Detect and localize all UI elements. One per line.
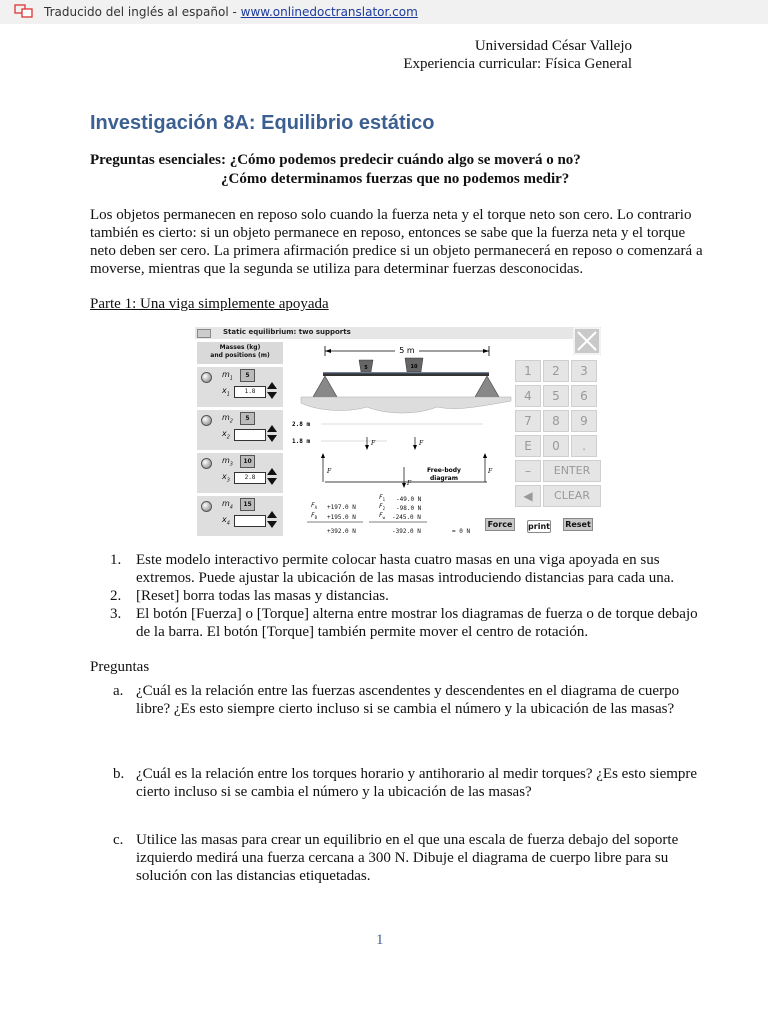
readout-f2: -98.0 N	[396, 505, 422, 512]
right-support	[475, 376, 499, 397]
part-heading: Parte 1: Una viga simplemente apoyada	[90, 296, 329, 312]
readout-fa-label: $F_A$	[311, 502, 318, 511]
question-text: Utilice las masas para crear un equilibrio en el que una escala de fuerza debajo del soporte izquierdo medirá una fuerza cercana a 300 N. Dibuje el diagrama de cuerpo libre para su solución con las distancias etiquetadas.	[136, 832, 679, 884]
decrease-arrow-icon[interactable]	[267, 435, 277, 442]
force-button[interactable]: Force	[485, 518, 515, 531]
list-item-text: El botón [Fuerza] o [Torque] alterna entre mostrar los diagramas de fuerza o de torque debajo de la barra. El botón [Torque] también permite mover el centro de rotación.	[136, 606, 698, 640]
position-1-label: $x_1$	[222, 386, 230, 398]
readout-fw-label: $F_w$	[379, 512, 386, 521]
page-number: 1	[376, 932, 384, 948]
banner-link[interactable]: www.onlinedoctranslator.com	[240, 5, 418, 19]
key-0[interactable]: 0	[543, 435, 569, 457]
clear-button[interactable]: CLEAR	[543, 485, 601, 507]
close-icon	[573, 327, 601, 355]
distance-label-1: 2.8 m	[292, 421, 311, 428]
key-1[interactable]: 1	[515, 360, 541, 382]
list-item	[110, 605, 710, 641]
readout-fb: +195.0 N	[327, 514, 356, 521]
sim-header	[195, 327, 573, 339]
translation-banner	[0, 0, 768, 24]
page-title: Investigación 8A: Equilibrio estático	[90, 112, 435, 134]
key-5[interactable]: 5	[543, 385, 569, 407]
readout-fa: +197.0 N	[327, 504, 356, 511]
key-7[interactable]: 7	[515, 410, 541, 432]
mass-1-value[interactable]: 5	[240, 369, 255, 382]
mass-4-label: $m_4$	[222, 499, 233, 511]
reset-button[interactable]: Reset	[563, 518, 593, 531]
readout-f1: -49.0 N	[396, 496, 422, 503]
position-3-label: $x_3$	[222, 472, 230, 484]
mass-1-label: $m_1$	[222, 370, 233, 382]
readout-f1-label: $F_1$	[379, 494, 386, 503]
position-3-input[interactable]: 2.8	[234, 472, 266, 484]
question-text: ¿Cuál es la relación entre los torques horario y antihorario al medir torques? ¿Es esto siempre cierto incluso si se cambia el número y la ubicación de las masas?	[136, 766, 698, 800]
question-letter: b.	[113, 766, 125, 782]
question-letter: c.	[113, 832, 124, 848]
key-3[interactable]: 3	[571, 360, 597, 382]
list-number: 3.	[110, 606, 122, 622]
beam-mass-1-label: 5	[364, 365, 368, 371]
fbd-label-line1: Free-body	[427, 467, 461, 474]
key-minus[interactable]: –	[515, 460, 541, 482]
span-label: 5 m	[399, 346, 415, 355]
position-4-label: $x_4$	[222, 515, 230, 527]
f2-force-label: F	[371, 440, 376, 447]
questions-heading: Preguntas	[90, 659, 150, 675]
mass-2-label: $m_2$	[222, 413, 233, 425]
list-item-text: [Reset] borra todas las masas y distancias.	[136, 588, 389, 604]
list-item	[110, 551, 710, 587]
fb-force-label: F	[488, 468, 493, 475]
readout-sum-up: +392.0 N	[327, 528, 356, 535]
list-item-text: Este modelo interactivo permite colocar hasta cuatro masas en una viga apoyada en sus extremos. Puede ajustar la ubicación de las masas introduciendo distancias para cada una.	[136, 552, 675, 586]
list-item	[110, 587, 710, 605]
essential-question-2: ¿Cómo determinamos fuerzas que no podemos medir?	[221, 171, 570, 187]
readout-fb-label: $F_B$	[311, 512, 318, 521]
numeric-keypad	[513, 358, 601, 538]
beam-mass-2-label: 10	[410, 364, 418, 370]
fa-force-label: F	[327, 468, 332, 475]
intro-paragraph: Los objetos permanecen en reposo solo cuando la fuerza neta y el torque neto son cero. Lo contrario también es cierto: si un objeto permanece en reposo, entonces se sabe que la fuerza neta y el torque neto deben ser cero. La primera afirmación predice si un objeto permanecerá en reposo o comenzará a moverse, mientras que la segunda se utiliza para determinar fuerzas desconocidas.	[90, 207, 703, 277]
readout-f2-label: $F_2$	[379, 503, 386, 512]
readout-fw: -245.0 N	[392, 514, 421, 521]
decrease-arrow-icon[interactable]	[267, 392, 277, 399]
instructions-list	[110, 551, 710, 641]
sim-title: Static equilibrium: two supports	[223, 328, 351, 336]
static-equilibrium-simulation	[195, 327, 601, 538]
key-e[interactable]: E	[515, 435, 541, 457]
mass-2-radio[interactable]	[201, 415, 212, 426]
mass-row-1	[197, 367, 283, 407]
position-2-input[interactable]	[234, 429, 266, 441]
position-1-input[interactable]: 1.8	[234, 386, 266, 398]
mass-row-2	[197, 410, 283, 450]
print-button[interactable]: print	[528, 522, 550, 531]
f1-force-label: F	[419, 440, 424, 447]
translate-icon	[14, 4, 34, 18]
mass-1-radio[interactable]	[201, 372, 212, 383]
increase-arrow-icon[interactable]	[267, 425, 277, 432]
increase-arrow-icon[interactable]	[267, 468, 277, 475]
key-4[interactable]: 4	[515, 385, 541, 407]
window-icon	[197, 329, 211, 338]
key-decimal[interactable]: .	[571, 435, 597, 457]
enter-button[interactable]: ENTER	[543, 460, 601, 482]
mass-4-value[interactable]: 15	[240, 498, 255, 511]
question-a	[110, 682, 710, 718]
left-support	[313, 376, 337, 397]
key-8[interactable]: 8	[543, 410, 569, 432]
masses-heading	[197, 342, 283, 364]
decrease-arrow-icon[interactable]	[267, 478, 277, 485]
document-header	[403, 37, 632, 73]
masses-heading-line2: and positions (m)	[210, 352, 270, 359]
position-2-label: $x_2$	[222, 429, 230, 441]
list-number: 2.	[110, 588, 122, 604]
masses-panel	[195, 341, 285, 538]
mass-3-radio[interactable]	[201, 458, 212, 469]
university-name: Universidad César Vallejo	[474, 38, 632, 54]
essential-question-1: Preguntas esenciales: ¿Cómo podemos predecir cuándo algo se moverá o no?	[90, 152, 581, 168]
mass-row-3	[197, 453, 283, 493]
mass-4-radio[interactable]	[201, 501, 212, 512]
key-9[interactable]: 9	[571, 410, 597, 432]
mass-3-value[interactable]: 10	[240, 455, 255, 468]
mass-2-value[interactable]: 5	[240, 412, 255, 425]
key-6[interactable]: 6	[571, 385, 597, 407]
distance-label-2: 1.8 m	[292, 438, 311, 445]
question-text: ¿Cuál es la relación entre las fuerzas ascendentes y descendentes en el diagrama de cuerpo libre? ¿Es esto siempre cierto incluso si se cambia el número y la ubicación de las masas?	[136, 683, 680, 717]
question-letter: a.	[113, 683, 124, 699]
position-4-input[interactable]	[234, 515, 266, 527]
question-c	[110, 831, 710, 885]
mass-row-4	[197, 496, 283, 536]
ground	[301, 397, 511, 413]
decrease-arrow-icon[interactable]	[267, 521, 277, 528]
increase-arrow-icon[interactable]	[267, 511, 277, 518]
mass-3-label: $m_3$	[222, 456, 233, 468]
question-b	[110, 765, 710, 801]
readout-sum-down: -392.0 N	[392, 528, 421, 535]
fbd-label-line2: diagram	[430, 475, 458, 482]
key-2[interactable]: 2	[543, 360, 569, 382]
list-number: 1.	[110, 552, 122, 568]
banner-text: Traducido del inglés al español -	[44, 5, 241, 19]
increase-arrow-icon[interactable]	[267, 382, 277, 389]
readout-net: = 0 N	[452, 528, 471, 535]
backspace-icon[interactable]: ◀	[515, 485, 541, 507]
fw-force-label: F	[407, 480, 412, 487]
course-name: Experiencia curricular: Física General	[403, 56, 632, 72]
masses-heading-line1: Masses (kg)	[219, 344, 261, 351]
sim-close-button[interactable]	[573, 327, 601, 355]
